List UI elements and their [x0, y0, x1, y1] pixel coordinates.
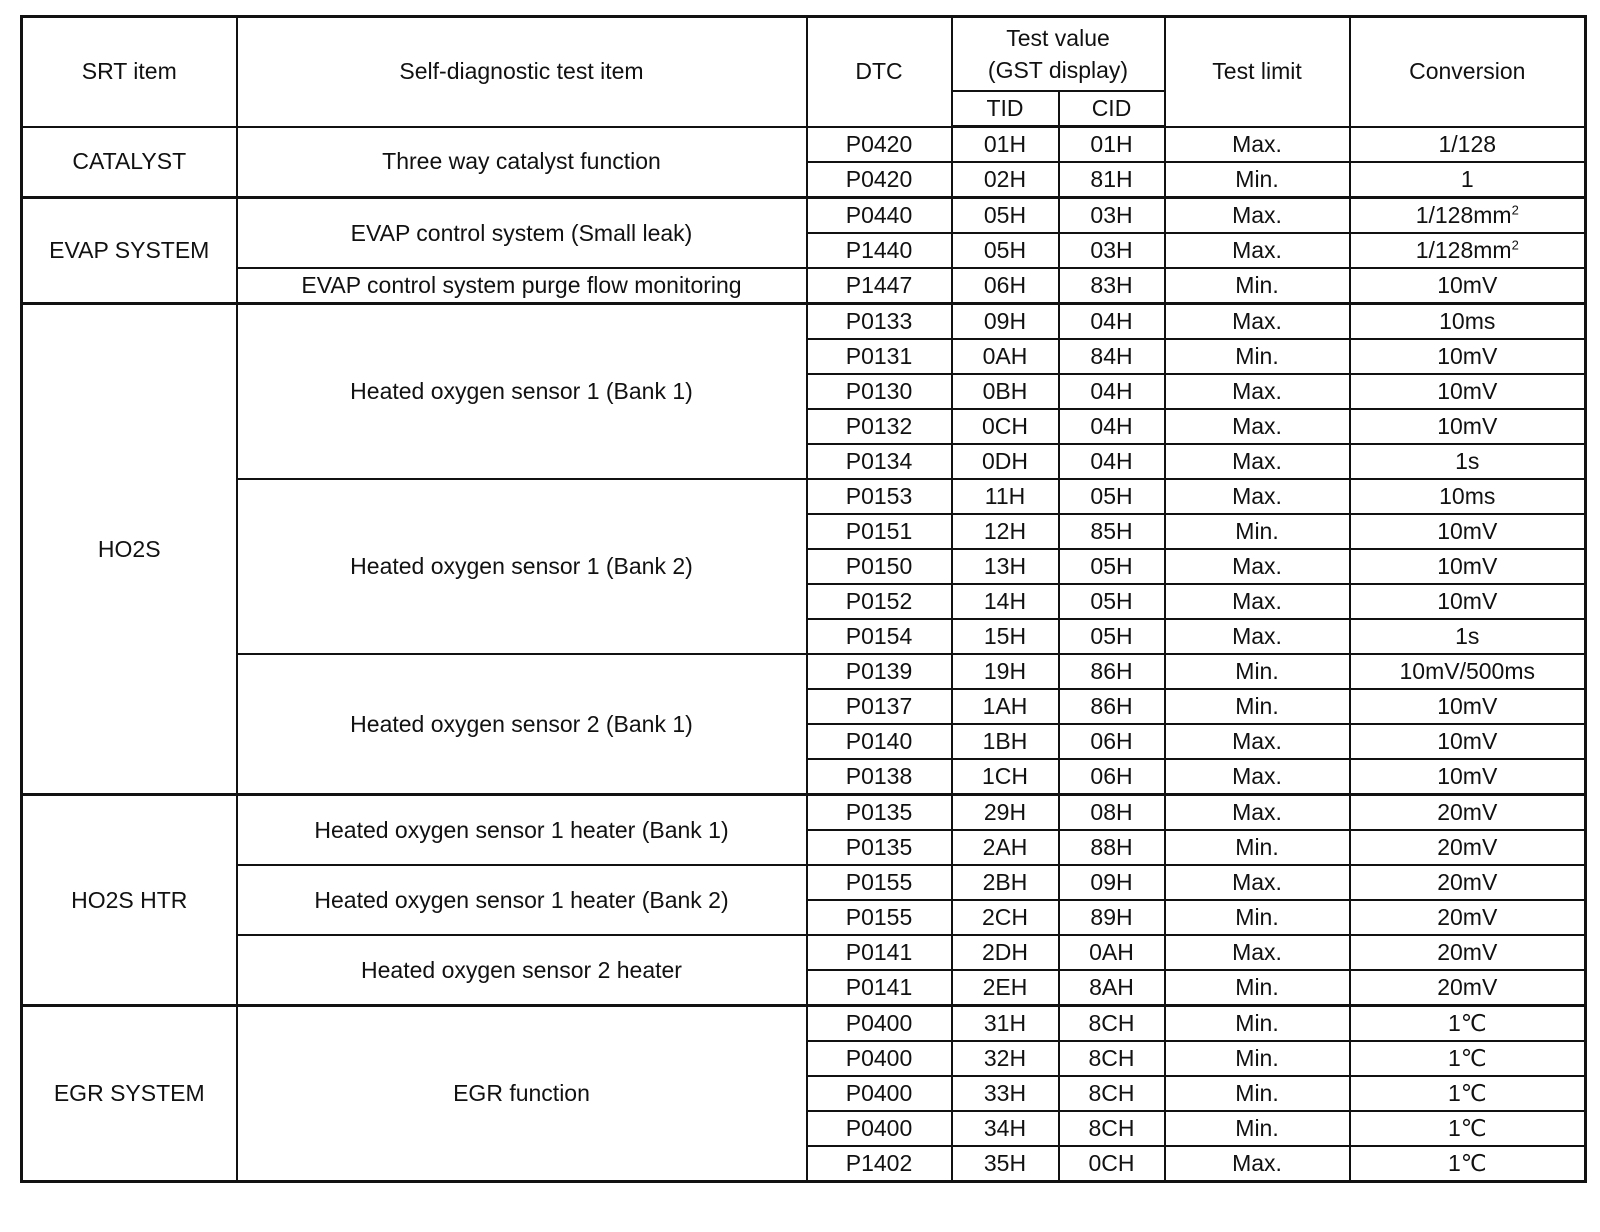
- conversion-value: 10mV: [1437, 763, 1498, 789]
- test-limit-cell: Min.: [1165, 268, 1350, 304]
- dtc-cell: P0133: [807, 304, 952, 340]
- cid-cell: 09H: [1059, 865, 1165, 900]
- srt-table: [20, 15, 1587, 1183]
- tid-cell: 2EH: [952, 970, 1059, 1006]
- table-row: [22, 198, 1586, 234]
- tid-cell: 01H: [952, 127, 1059, 163]
- dtc-cell: P1447: [807, 268, 952, 304]
- tid-cell: 29H: [952, 795, 1059, 831]
- dtc-cell: P0141: [807, 970, 952, 1006]
- test-limit-cell: Max.: [1165, 865, 1350, 900]
- conversion-value: 10ms: [1439, 308, 1496, 334]
- test-item-cell: Heated oxygen sensor 1 heater (Bank 1): [237, 795, 807, 866]
- conversion-value: 10ms: [1439, 483, 1496, 509]
- conversion-cell: [1350, 1146, 1586, 1182]
- tid-cell: 19H: [952, 654, 1059, 689]
- cid-cell: 05H: [1059, 549, 1165, 584]
- cid-cell: 85H: [1059, 514, 1165, 549]
- conversion-value: 1℃: [1447, 1045, 1487, 1071]
- tid-cell: 12H: [952, 514, 1059, 549]
- header-self-diagnostic-test-item: Self-diagnostic test item: [237, 17, 807, 127]
- dtc-cell: P0400: [807, 1076, 952, 1111]
- conversion-value: 20mV: [1437, 799, 1498, 825]
- cid-cell: 86H: [1059, 654, 1165, 689]
- cid-cell: 04H: [1059, 409, 1165, 444]
- test-item-cell: Heated oxygen sensor 1 (Bank 1): [237, 304, 807, 480]
- dtc-cell: P0130: [807, 374, 952, 409]
- conversion-value: 10mV: [1437, 728, 1498, 754]
- conversion-cell: [1350, 1076, 1586, 1111]
- conversion-cell: [1350, 724, 1586, 759]
- header-cid: CID: [1059, 91, 1165, 127]
- conversion-value: 1℃: [1447, 1080, 1487, 1106]
- conversion-cell: [1350, 795, 1586, 831]
- conversion-value: 20mV: [1437, 869, 1498, 895]
- conversion-value: 1℃: [1447, 1115, 1487, 1141]
- conversion-value: 1s: [1455, 448, 1480, 474]
- test-limit-cell: Min.: [1165, 830, 1350, 865]
- tid-cell: 32H: [952, 1041, 1059, 1076]
- conversion-cell: [1350, 1111, 1586, 1146]
- test-limit-cell: Max.: [1165, 1146, 1350, 1182]
- conversion-value: 1℃: [1447, 1010, 1487, 1036]
- cid-cell: 05H: [1059, 584, 1165, 619]
- dtc-cell: P0154: [807, 619, 952, 654]
- table-row: [22, 127, 1586, 163]
- cid-cell: 04H: [1059, 304, 1165, 340]
- conversion-cell: [1350, 1041, 1586, 1076]
- header-test-value-line1: Test value: [1006, 24, 1110, 51]
- test-limit-cell: Max.: [1165, 759, 1350, 795]
- test-limit-cell: Max.: [1165, 724, 1350, 759]
- cid-cell: 89H: [1059, 900, 1165, 935]
- cid-cell: 8CH: [1059, 1006, 1165, 1042]
- conversion-value: 10mV: [1437, 588, 1498, 614]
- conversion-cell: [1350, 935, 1586, 970]
- tid-cell: 1BH: [952, 724, 1059, 759]
- table-row: [22, 268, 1586, 304]
- table-row: [22, 1006, 1586, 1042]
- test-limit-cell: Min.: [1165, 1006, 1350, 1042]
- tid-cell: 09H: [952, 304, 1059, 340]
- dtc-cell: P0137: [807, 689, 952, 724]
- test-limit-cell: Min.: [1165, 1076, 1350, 1111]
- conversion-value: 20mV: [1437, 904, 1498, 930]
- test-limit-cell: Min.: [1165, 162, 1350, 198]
- test-limit-cell: Min.: [1165, 339, 1350, 374]
- srt-item-cell: HO2S: [22, 304, 237, 795]
- cid-cell: 04H: [1059, 374, 1165, 409]
- conversion-cell: [1350, 619, 1586, 654]
- conversion-cell: [1350, 970, 1586, 1006]
- conversion-cell: [1350, 830, 1586, 865]
- conversion-value: 1: [1460, 166, 1474, 192]
- dtc-cell: P0152: [807, 584, 952, 619]
- dtc-cell: P0400: [807, 1111, 952, 1146]
- test-limit-cell: Min.: [1165, 900, 1350, 935]
- conversion-superscript: 2: [1511, 237, 1519, 253]
- test-limit-cell: Max.: [1165, 409, 1350, 444]
- dtc-cell: P1402: [807, 1146, 952, 1182]
- dtc-cell: P0420: [807, 162, 952, 198]
- test-limit-cell: Max.: [1165, 584, 1350, 619]
- tid-cell: 33H: [952, 1076, 1059, 1111]
- test-limit-cell: Min.: [1165, 1111, 1350, 1146]
- dtc-cell: P0135: [807, 795, 952, 831]
- table-row: [22, 479, 1586, 514]
- tid-cell: 0CH: [952, 409, 1059, 444]
- tid-cell: 2DH: [952, 935, 1059, 970]
- conversion-cell: [1350, 268, 1586, 304]
- conversion-value: 10mV: [1437, 413, 1498, 439]
- dtc-cell: P0140: [807, 724, 952, 759]
- cid-cell: 88H: [1059, 830, 1165, 865]
- dtc-cell: P0139: [807, 654, 952, 689]
- test-limit-cell: Max.: [1165, 549, 1350, 584]
- tid-cell: 14H: [952, 584, 1059, 619]
- tid-cell: 0DH: [952, 444, 1059, 479]
- conversion-value: 10mV: [1437, 272, 1498, 298]
- dtc-cell: P0135: [807, 830, 952, 865]
- tid-cell: 1AH: [952, 689, 1059, 724]
- test-limit-cell: Min.: [1165, 654, 1350, 689]
- tid-cell: 05H: [952, 198, 1059, 234]
- cid-cell: 86H: [1059, 689, 1165, 724]
- test-item-cell: Heated oxygen sensor 2 heater: [237, 935, 807, 1006]
- table-body: [22, 127, 1586, 1182]
- conversion-value: 1s: [1455, 623, 1480, 649]
- conversion-value: 10mV: [1437, 378, 1498, 404]
- conversion-cell: [1350, 514, 1586, 549]
- test-item-cell: Heated oxygen sensor 2 (Bank 1): [237, 654, 807, 795]
- cid-cell: 05H: [1059, 619, 1165, 654]
- conversion-cell: [1350, 689, 1586, 724]
- test-limit-cell: Max.: [1165, 233, 1350, 268]
- dtc-cell: P0155: [807, 900, 952, 935]
- dtc-cell: P0400: [807, 1041, 952, 1076]
- cid-cell: 03H: [1059, 233, 1165, 268]
- header-conversion: Conversion: [1350, 17, 1586, 127]
- conversion-cell: [1350, 900, 1586, 935]
- conversion-value: 10mV/500ms: [1399, 658, 1536, 684]
- conversion-cell: [1350, 162, 1586, 198]
- table-row: [22, 654, 1586, 689]
- test-limit-cell: Min.: [1165, 689, 1350, 724]
- conversion-cell: [1350, 549, 1586, 584]
- srt-item-cell: EGR SYSTEM: [22, 1006, 237, 1182]
- header-test-limit: Test limit: [1165, 17, 1350, 127]
- header-test-value-line2: (GST display): [987, 57, 1129, 83]
- test-item-cell: EGR function: [237, 1006, 807, 1182]
- tid-cell: 0AH: [952, 339, 1059, 374]
- tid-cell: 15H: [952, 619, 1059, 654]
- test-item-cell: EVAP control system purge flow monitoring: [237, 268, 807, 304]
- cid-cell: 08H: [1059, 795, 1165, 831]
- conversion-cell: [1350, 865, 1586, 900]
- test-limit-cell: Min.: [1165, 1041, 1350, 1076]
- test-limit-cell: Min.: [1165, 514, 1350, 549]
- conversion-cell: [1350, 444, 1586, 479]
- table-header: [22, 17, 1586, 127]
- dtc-cell: P0400: [807, 1006, 952, 1042]
- table-row: [22, 865, 1586, 900]
- cid-cell: 84H: [1059, 339, 1165, 374]
- test-limit-cell: Max.: [1165, 198, 1350, 234]
- cid-cell: 06H: [1059, 724, 1165, 759]
- conversion-cell: [1350, 374, 1586, 409]
- test-limit-cell: Max.: [1165, 619, 1350, 654]
- table-row: [22, 304, 1586, 340]
- test-item-cell: Heated oxygen sensor 1 heater (Bank 2): [237, 865, 807, 935]
- tid-cell: 06H: [952, 268, 1059, 304]
- cid-cell: 03H: [1059, 198, 1165, 234]
- cid-cell: 0CH: [1059, 1146, 1165, 1182]
- test-limit-cell: Min.: [1165, 970, 1350, 1006]
- header-srt-item: SRT item: [22, 17, 237, 127]
- cid-cell: 83H: [1059, 268, 1165, 304]
- test-item-cell: EVAP control system (Small leak): [237, 198, 807, 269]
- cid-cell: 0AH: [1059, 935, 1165, 970]
- cid-cell: 06H: [1059, 759, 1165, 795]
- test-item-cell: Heated oxygen sensor 1 (Bank 2): [237, 479, 807, 654]
- tid-cell: 02H: [952, 162, 1059, 198]
- conversion-value: 1/128: [1438, 130, 1497, 157]
- conversion-value: 10mV: [1437, 553, 1498, 579]
- cid-cell: 01H: [1059, 127, 1165, 163]
- conversion-cell: [1350, 233, 1586, 268]
- tid-cell: 31H: [952, 1006, 1059, 1042]
- dtc-cell: P0131: [807, 339, 952, 374]
- dtc-cell: P0153: [807, 479, 952, 514]
- dtc-cell: P0132: [807, 409, 952, 444]
- cid-cell: 8CH: [1059, 1041, 1165, 1076]
- test-limit-cell: Max.: [1165, 304, 1350, 340]
- tid-cell: 05H: [952, 233, 1059, 268]
- dtc-cell: P0440: [807, 198, 952, 234]
- dtc-cell: P0141: [807, 935, 952, 970]
- tid-cell: 2AH: [952, 830, 1059, 865]
- conversion-cell: [1350, 479, 1586, 514]
- header-tid: TID: [952, 91, 1059, 127]
- conversion-value: 10mV: [1437, 518, 1498, 544]
- conversion-superscript: 2: [1511, 202, 1519, 218]
- conversion-cell: [1350, 198, 1586, 234]
- dtc-cell: P0151: [807, 514, 952, 549]
- conversion-cell: [1350, 304, 1586, 340]
- test-limit-cell: Max.: [1165, 374, 1350, 409]
- conversion-cell: [1350, 654, 1586, 689]
- srt-item-cell: HO2S HTR: [22, 795, 237, 1006]
- cid-cell: 04H: [1059, 444, 1165, 479]
- tid-cell: 2BH: [952, 865, 1059, 900]
- tid-cell: 2CH: [952, 900, 1059, 935]
- dtc-cell: P0134: [807, 444, 952, 479]
- conversion-value: 1/128mm: [1415, 237, 1512, 263]
- tid-cell: 13H: [952, 549, 1059, 584]
- header-dtc: DTC: [807, 17, 952, 127]
- test-limit-cell: Max.: [1165, 795, 1350, 831]
- cid-cell: 05H: [1059, 479, 1165, 514]
- table-row: [22, 795, 1586, 831]
- tid-cell: 34H: [952, 1111, 1059, 1146]
- tid-cell: 35H: [952, 1146, 1059, 1182]
- conversion-cell: [1350, 409, 1586, 444]
- conversion-cell: [1350, 584, 1586, 619]
- conversion-value: 20mV: [1437, 834, 1498, 860]
- table-row: [22, 935, 1586, 970]
- conversion-cell: [1350, 1006, 1586, 1042]
- srt-item-cell: CATALYST: [22, 127, 237, 198]
- dtc-cell: P0138: [807, 759, 952, 795]
- test-limit-cell: Max.: [1165, 479, 1350, 514]
- dtc-cell: P0155: [807, 865, 952, 900]
- conversion-cell: [1350, 127, 1586, 163]
- conversion-value: 10mV: [1437, 693, 1498, 719]
- conversion-value: 20mV: [1437, 974, 1498, 1000]
- dtc-cell: P1440: [807, 233, 952, 268]
- conversion-value: 1℃: [1447, 1150, 1487, 1176]
- dtc-cell: P0420: [807, 127, 952, 163]
- tid-cell: 11H: [952, 479, 1059, 514]
- dtc-cell: P0150: [807, 549, 952, 584]
- cid-cell: 81H: [1059, 162, 1165, 198]
- conversion-value: 20mV: [1437, 939, 1498, 965]
- test-limit-cell: Max.: [1165, 935, 1350, 970]
- srt-item-cell: EVAP SYSTEM: [22, 198, 237, 304]
- conversion-value: 1/128mm: [1415, 202, 1512, 228]
- cid-cell: 8AH: [1059, 970, 1165, 1006]
- cid-cell: 8CH: [1059, 1076, 1165, 1111]
- tid-cell: 1CH: [952, 759, 1059, 795]
- header-test-value: [952, 17, 1165, 92]
- test-item-cell: Three way catalyst function: [237, 127, 807, 198]
- test-limit-cell: Max.: [1165, 127, 1350, 163]
- conversion-value: 10mV: [1437, 343, 1498, 369]
- conversion-cell: [1350, 339, 1586, 374]
- test-limit-cell: Max.: [1165, 444, 1350, 479]
- cid-cell: 8CH: [1059, 1111, 1165, 1146]
- tid-cell: 0BH: [952, 374, 1059, 409]
- conversion-cell: [1350, 759, 1586, 795]
